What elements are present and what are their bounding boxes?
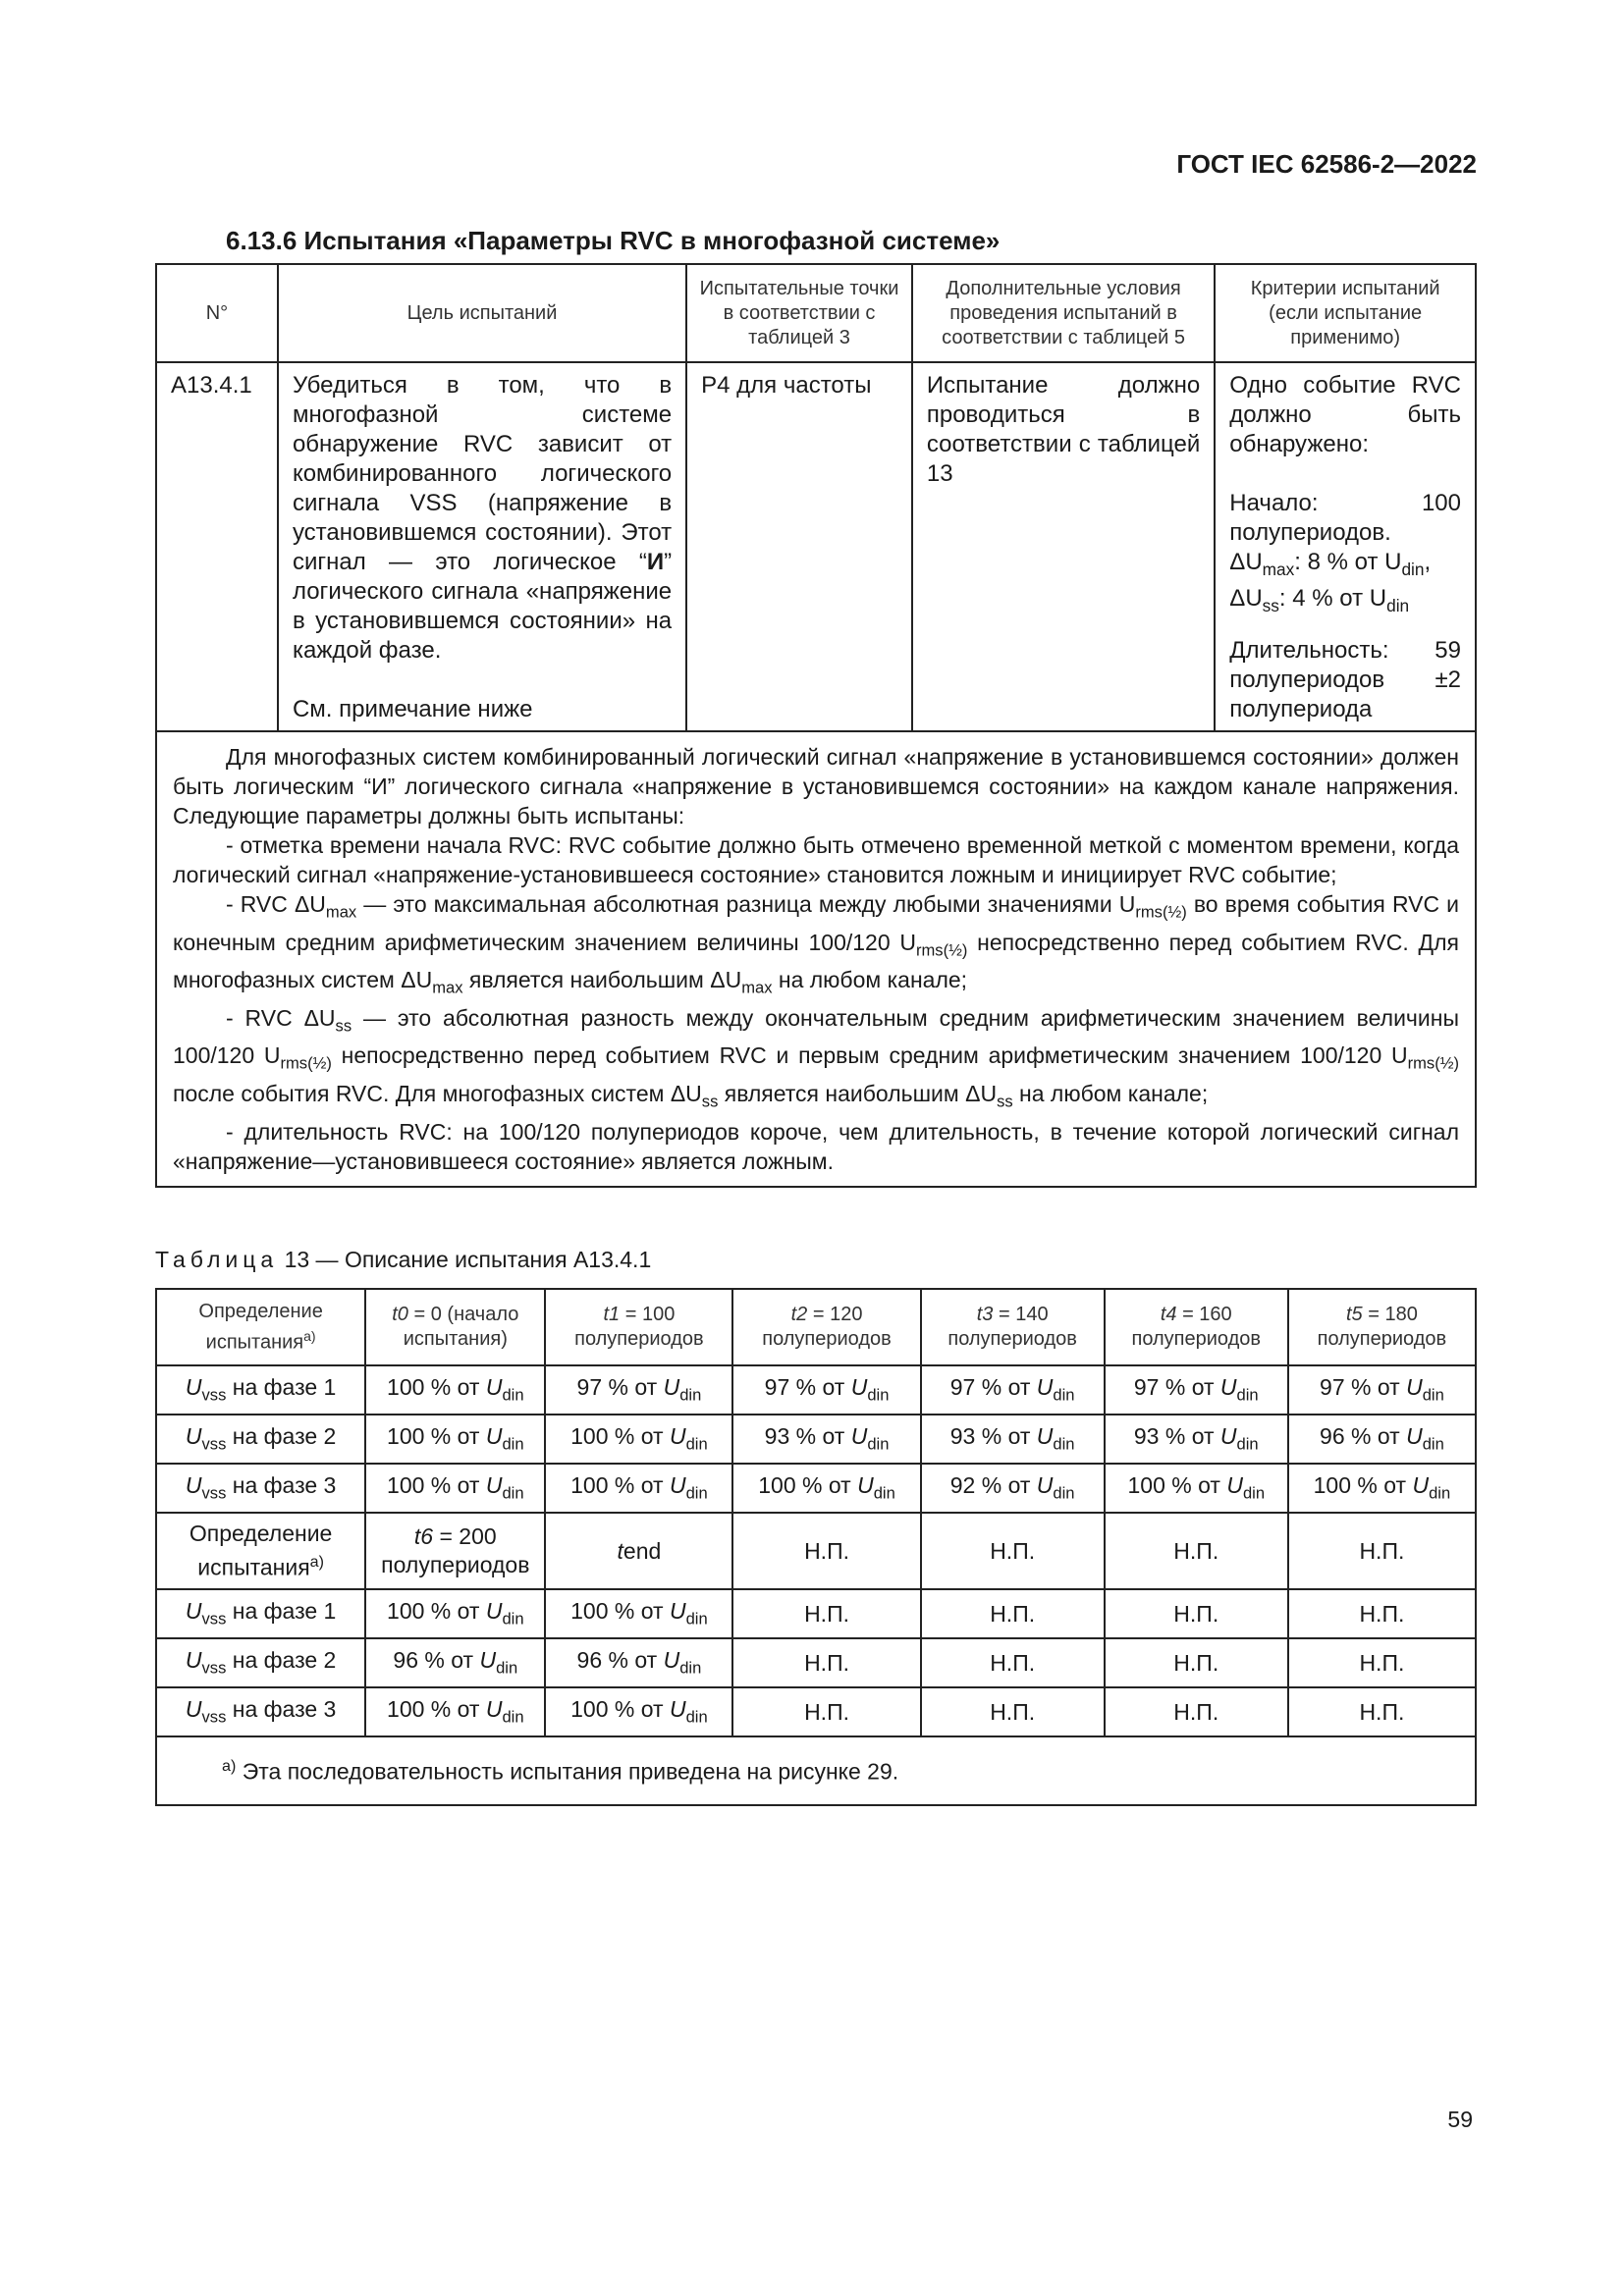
table13-row — [156, 1589, 1476, 1638]
table13-col-header: t2 = 120 полупериодов — [732, 1289, 920, 1365]
voltage-cell: 100 % от $U_{din}$ — [365, 1415, 545, 1464]
voltage-cell: 93 % от $U_{din}$ — [921, 1415, 1105, 1464]
table-13 — [155, 1288, 1477, 1806]
test-conditions: Испытание должно проводиться в соответствии с таблицей 13 — [912, 362, 1215, 731]
test-table-header — [156, 264, 1476, 362]
phase-label: $U_{vss}$ на фазе 1 — [156, 1365, 365, 1415]
table13-col-header: Н.П. — [921, 1513, 1105, 1589]
na-cell: Н.П. — [921, 1687, 1105, 1736]
voltage-cell: 100 % от $U_{din}$ — [732, 1464, 920, 1513]
test-id: A13.4.1 — [156, 362, 278, 731]
phase-label: $U_{vss}$ на фазе 2 — [156, 1415, 365, 1464]
table13-col-header: tend — [545, 1513, 732, 1589]
voltage-cell: 100 % от $U_{din}$ — [545, 1687, 732, 1736]
table13-col-header: t4 = 160 полупериодов — [1105, 1289, 1288, 1365]
na-cell: Н.П. — [1288, 1687, 1476, 1736]
table13-row — [156, 1687, 1476, 1736]
voltage-cell: 100 % от $U_{din}$ — [545, 1415, 732, 1464]
na-cell: Н.П. — [921, 1589, 1105, 1638]
voltage-cell: 96 % от $U_{din}$ — [365, 1638, 545, 1687]
test-criteria: Одно событие RVC должно быть обнаружено: Начало: 100 полупериодов. $\Delta U_{max}$: 8 % от $U_{din}$, $\Delta U_{ss}$: 4 % от $U_{din}$ Длительность: 59 полупериодов ±2 полупериода — [1215, 362, 1476, 731]
table13-header — [156, 1289, 1476, 1365]
voltage-cell: 100 % от $U_{din}$ — [365, 1464, 545, 1513]
voltage-cell: 97 % от $U_{din}$ — [1105, 1365, 1288, 1415]
table13-row — [156, 1638, 1476, 1687]
table13-col-header: t1 = 100 полупериодов — [545, 1289, 732, 1365]
voltage-cell: 96 % от $U_{din}$ — [545, 1638, 732, 1687]
page-number: 59 — [1447, 2107, 1473, 2132]
voltage-cell: 100 % от $U_{din}$ — [365, 1365, 545, 1415]
table13-row — [156, 1415, 1476, 1464]
table13-col-header: t0 = 0 (начало испытания) — [365, 1289, 545, 1365]
na-cell: Н.П. — [732, 1687, 920, 1736]
voltage-cell: 100 % от $U_{din}$ — [1105, 1464, 1288, 1513]
phase-label: $U_{vss}$ на фазе 3 — [156, 1464, 365, 1513]
table-caption: Таблица 13 — Описание испытания A13.4.1 — [155, 1247, 652, 1272]
test-table-row — [156, 362, 1476, 731]
na-cell: Н.П. — [1105, 1638, 1288, 1687]
voltage-cell: 97 % от $U_{din}$ — [1288, 1365, 1476, 1415]
table13-col-header: t5 = 180 полупериодов — [1288, 1289, 1476, 1365]
table13-col-header: Н.П. — [1288, 1513, 1476, 1589]
col-header-conditions: Дополнительные условия проведения испытаний в соответствии с таблицей 5 — [912, 264, 1215, 362]
table13-col-header: Н.П. — [1105, 1513, 1288, 1589]
col-header-criteria: Критерии испытаний (если испытание применимо) — [1215, 264, 1476, 362]
voltage-cell: 96 % от $U_{din}$ — [1288, 1415, 1476, 1464]
table13-col-header: t6 = 200 полупериодов — [365, 1513, 545, 1589]
voltage-cell: 97 % от $U_{din}$ — [545, 1365, 732, 1415]
test-goal: Убедиться в том, что в многофазной системе обнаружение RVC зависит от комбинированного логического сигнала VSS (напряжение в установившемся состоянии). Этот сигнал — это логическое “И” логического сигнала «напряжение в установившемся состоянии» на каждой фазе. См. примечание ниже — [278, 362, 686, 731]
voltage-cell: 92 % от $U_{din}$ — [921, 1464, 1105, 1513]
table13-row — [156, 1365, 1476, 1415]
voltage-cell: 100 % от $U_{din}$ — [545, 1589, 732, 1638]
document-header: ГОСТ IEC 62586-2—2022 — [1176, 149, 1477, 179]
na-cell: Н.П. — [1105, 1589, 1288, 1638]
table13-col-header: Определение испытания$^{a)}$ — [156, 1289, 365, 1365]
voltage-cell: 93 % от $U_{din}$ — [732, 1415, 920, 1464]
table13-footnote-row — [156, 1736, 1476, 1805]
test-goal-note: См. примечание ниже — [292, 696, 533, 722]
voltage-cell: 93 % от $U_{din}$ — [1105, 1415, 1288, 1464]
voltage-cell: 97 % от $U_{din}$ — [732, 1365, 920, 1415]
table13-col-header: Н.П. — [732, 1513, 920, 1589]
section-title: 6.13.6 Испытания «Параметры RVC в многофазной системе» — [226, 226, 1001, 255]
test-table — [155, 263, 1477, 1188]
col-header-goal: Цель испытаний — [278, 264, 686, 362]
voltage-cell: 100 % от $U_{din}$ — [1288, 1464, 1476, 1513]
table13-header-2 — [156, 1513, 1476, 1589]
phase-label: $U_{vss}$ на фазе 1 — [156, 1589, 365, 1638]
na-cell: Н.П. — [921, 1638, 1105, 1687]
note-text: Для многофазных систем комбинированный логический сигнал «напряжение в установившемся состоянии» должен быть логическим “И” логического сигнала «напряжение в установившемся состоянии» на каждом канале напряжения. Следующие параметры должны быть испытаны: - отметка времени начала RVC: RVC событие должно быть отмечено временной меткой с моментом времени, когда логический сигнал «напряжение-установившееся состояние» становится ложным и инициирует RVC событие; - RVC $\Delta U_{max}$ — это максимальная абсолютная разница между любыми значениями $U_{rms(\frac{1}{2})}$ во время события RVC и конечным средним арифметическим значением величины 100/120 $U_{rms(\frac{1}{2})}$ непосредственно перед событием RVC. Для многофазных систем $\Delta U_{max}$ является наибольшим $\Delta U_{max}$ на любом канале; - RVC $\Delta U_{ss}$ — это абсолютная разность между окончательным средним арифметическим значением величины 100/120 $U_{rms(\frac{1}{2})}$ непосредственно перед событием RVC и первым средним арифметическим значением 100/120 $U_{rms(\frac{1}{2})}$ после события RVC. Для многофазных систем $\Delta U_{ss}$ является наибольшим $\Delta U_{ss}$ на любом канале; - длительность RVC: на 100/120 полупериодов короче, чем длительность, в течение которой логический сигнал «напряжение—установившееся состояние» является ложным. — [156, 731, 1476, 1187]
na-cell: Н.П. — [732, 1638, 920, 1687]
note-row — [156, 731, 1476, 1187]
na-cell: Н.П. — [1288, 1638, 1476, 1687]
na-cell: Н.П. — [1288, 1589, 1476, 1638]
table13-row — [156, 1464, 1476, 1513]
table13-col-header: Определение испытания$^{a)}$ — [156, 1513, 365, 1589]
voltage-cell: 100 % от $U_{din}$ — [545, 1464, 732, 1513]
na-cell: Н.П. — [1105, 1687, 1288, 1736]
voltage-cell: 97 % от $U_{din}$ — [921, 1365, 1105, 1415]
na-cell: Н.П. — [732, 1589, 920, 1638]
test-points: P4 для частоты — [686, 362, 912, 731]
phase-label: $U_{vss}$ на фазе 3 — [156, 1687, 365, 1736]
table13-footnote: $^{a)}$ Эта последовательность испытания приведена на рисунке 29. — [156, 1736, 1476, 1805]
phase-label: $U_{vss}$ на фазе 2 — [156, 1638, 365, 1687]
voltage-cell: 100 % от $U_{din}$ — [365, 1589, 545, 1638]
col-header-no: N° — [156, 264, 278, 362]
table13-col-header: t3 = 140 полупериодов — [921, 1289, 1105, 1365]
voltage-cell: 100 % от $U_{din}$ — [365, 1687, 545, 1736]
col-header-points: Испытательные точки в соответствии с таблицей 3 — [686, 264, 912, 362]
